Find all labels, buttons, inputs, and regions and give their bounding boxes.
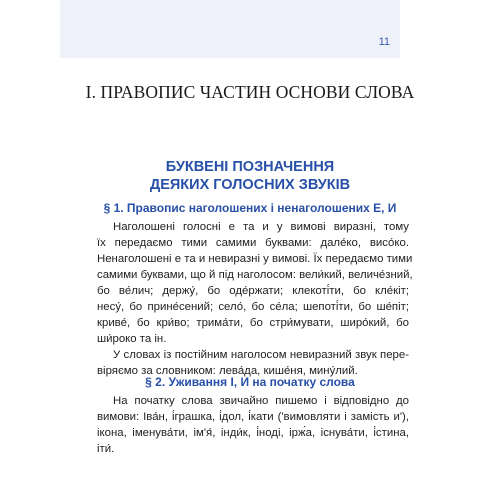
paragraph-1-line: Наголошені голосні е та и у вимові виразні, тому — [113, 221, 409, 233]
paragraph-1-line: У словах із постійним наголосом невиразний звук пере- — [113, 349, 409, 361]
section-title-line-2: ДЕЯКИХ ГОЛОСНИХ ЗВУКІВ — [149, 177, 351, 193]
chapter-title: І. ПРАВОПИС ЧАСТИН ОСНОВИ СЛОВА — [85, 82, 415, 102]
paragraph-1-line: ши́роко та ін. — [97, 333, 167, 345]
paragraph-1-line: бо ве́лич; держу́, бо оде́ржати; клекоті́ти, бо кле́кіт; — [97, 285, 409, 297]
section-title-line-1: БУКВЕНІ ПОЗНАЧЕННЯ — [165, 159, 335, 175]
paragraph-1-line: віряємо за словником: лева́да, кише́ня, мину́лий. — [97, 365, 358, 377]
page-header-band — [60, 0, 400, 58]
paragraph-1-line: самими буквами, що й під наголосом: вели́кий, величе́зний, — [97, 269, 413, 281]
paragraph-2-line: На початку слова звичайно пишемо і відповідно до — [113, 395, 409, 407]
paragraph-2-line: вимови: Іва́н, і́грашка, і́дол, і́кати ('вимовляти і замість и'), — [97, 411, 409, 423]
paragraph-2-heading: § 2. Уживання І, И на початку слова — [145, 375, 355, 389]
page-number: 11 — [378, 36, 390, 48]
paragraph-1-heading: § 1. Правопис наголошених і ненаголошених Е, И — [103, 201, 397, 215]
paragraph-1-line: криве́, бо кри́во; трима́ти, бо стри́мувати, широ́кий, бо — [97, 317, 409, 329]
paragraph-2-line: ікона, іменува́ти, ім'я́, інди́к, і́ноді, ірж́а, існува́ти, і́стина, — [97, 427, 409, 439]
paragraph-1-line: Ненаголошені е та и невиразні у вимові. Їх передаємо тими — [97, 253, 413, 265]
paragraph-1-line: несу́, бо прине́сений; село́, бо се́ла; шепоті́ти, бо ше́піт; — [97, 301, 409, 313]
paragraph-1-line: їх передаємо тими самими буквами: дале́ко, висо́ко. — [97, 237, 409, 249]
paragraph-2-line: іти́. — [97, 443, 115, 455]
section-title — [0, 158, 500, 194]
